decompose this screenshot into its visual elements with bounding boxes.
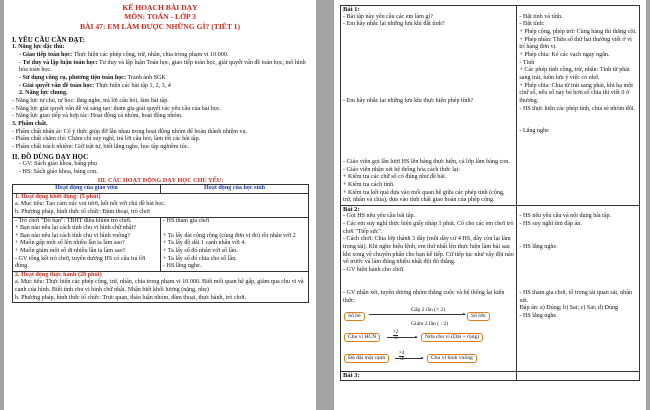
diagram-box-small-number: Số bé (344, 312, 365, 321)
subheading: 3. Phẩm chất. (12, 121, 48, 128)
doc-lesson-title: BÀI 47: EM LÀM ĐƯỢC NHỮNG GÌ? (TIẾT 1) (79, 21, 241, 31)
text: Tranh ảnh SGK (127, 75, 166, 82)
student-cell (517, 205, 640, 372)
col-header-teacher: Hoạt động của giáo viên (13, 185, 161, 194)
diagram-fraction (393, 330, 398, 341)
label: - Tư duy và lập luận toán học: (19, 59, 98, 66)
text-line: - Giáo viên gọi lần lượt HS lên bảng thực hiện, cả lớp làm bảng con. (343, 158, 510, 165)
paragraph: - Năng lực giải quyết vấn đề và sáng tạo: tham gia giải quyết các yêu cầu của bài học. (12, 105, 222, 112)
activity-method: b. Phương pháp, hình thức tổ chức: Trực quan, thảo luận nhóm, đàm thoại, thực hành, trò chơi. (15, 294, 247, 301)
text-line: - Em hãy nhắc lại những lưu khi thực hiện phép tính? (343, 97, 474, 104)
activity-intro-cell (13, 271, 309, 302)
paragraph: - GV: Sách giáo khoa, bảng phụ (19, 161, 97, 168)
paragraph (12, 52, 309, 60)
diagram-label-double: Gấp 2 lần (× 2) (411, 307, 446, 314)
paragraph: - HS: Sách giáo khoa, bảng con. (19, 168, 98, 175)
doc-subject: MÔN: TOÁN - LỚP 3 (124, 12, 196, 22)
text-line: - Đặt tính và tính. (519, 13, 563, 20)
text-line: + Ta lấy độ dài 1 cạnh nhân với 4. (163, 240, 246, 247)
text-line: + Phép cộng, phép trừ: Cùng hàng thì thẳng cột. (519, 28, 637, 35)
table-row (13, 217, 309, 271)
activities-table-continued (340, 5, 640, 381)
text-line: + Phép nhân: Thừa số thứ hai thường viết ở vị trí hàng đơn vị. (519, 36, 632, 51)
teacher-cell (13, 217, 161, 271)
doc-title: KẾ HOẠCH BÀI DẠY (122, 3, 198, 12)
diagram-box-side-length: Độ dài một cạnh (344, 354, 389, 363)
diagram-box-square-perimeter: Chu vi hình vuông (427, 354, 477, 363)
paragraph: - Năng lực tự chủ, tự học: lắng nghe, trả lời câu hỏi, làm bài tập. (12, 98, 169, 105)
activities-table (12, 184, 309, 303)
text-line: - GV nhận xét, tuyên dương nhóm thắng cuộc và hệ thống lại kiến thức: (343, 290, 505, 304)
diagram-box-half-perimeter: Nửa chu vi (Dài + rộng) (421, 333, 483, 342)
diagram-arrow (387, 337, 417, 338)
activity-goal: a. Mục tiêu: Thực hiện các phép cộng, trừ, nhân, chia trong phạm vi 10 000. Biết mối quan hệ gấp, giảm qua chu vi và cạnh của hình. Biết tính chu vi hình chữ nhật. Nhận biết khối lượng (nặng, nhẹ) (15, 279, 304, 293)
relationship-diagram (343, 307, 514, 371)
text-line: - HS thực hiện các phép tính, chia sẻ nhóm đôi. (519, 105, 636, 112)
text-line: + Các phép tính cộng, trừ, nhân: Tính từ phải sang trái, luôn lưu ý việc có nhớ. (519, 67, 630, 81)
exercise-label: Bài 2: (343, 205, 360, 213)
text-line: - GV biên hành cho chơi. (343, 267, 405, 274)
paragraph: - Phẩm chất trách nhiệm: Giữ trật tự, biết lắng nghe, học tập nghiêm túc. (12, 144, 190, 151)
text-line: + Ta lấy dài cộng rộng (cùng đơn vị đo) rồi nhân với 2 (163, 232, 296, 239)
text-line: - HS suy nghĩ tìm đáp án. (519, 221, 582, 228)
text-line: - Em hãy nhắc lại những lưu khi đặt tính? (343, 21, 445, 28)
text-line: - Gọi HS nêu yêu cầu bài tập. (343, 213, 416, 220)
diagram-box-large-number: Số lớn (467, 312, 490, 321)
label: - Giải quyết vấn đề toán học: (19, 82, 95, 89)
text-line: + Phép chia: Chia từ trái sang phải, khi hạ một chữ số, nếu số này bé hơn số chia thì viết 0 ở thương. (519, 82, 633, 104)
table-row (341, 205, 640, 372)
text: Thực hiện các bài tập 1, 2, 3, 4 (95, 82, 171, 89)
diagram-fraction (399, 351, 404, 362)
table-row (341, 6, 640, 206)
student-cell (517, 372, 640, 381)
text-line: + Phép chia: Kẻ các vạch ngay ngắn. (519, 51, 610, 58)
text-line: - Bài tập này yêu cầu các em làm gì? (343, 13, 433, 20)
text-line: - Đặt tính: (519, 21, 545, 28)
text-line: + Ta lấy số đó nhân với số lần. (163, 248, 238, 255)
text-line: - HS lắng nghe. (519, 244, 558, 251)
paragraph: - Phẩm chất nhân ái: Có ý thức giúp đỡ lẫn nhau trong hoạt động nhóm để hoàn thành nhiệm vụ. (12, 128, 248, 135)
text: Tư duy và lập luận Toán học, giao tiếp toán học, giải quyết vấn đề toán học, mô hình hóa toán học. (19, 59, 306, 74)
student-cell (161, 217, 309, 271)
teacher-cell (341, 205, 517, 372)
requirements-section (4, 33, 316, 303)
table-row (13, 193, 309, 217)
text-line: - HS nêu yêu cầu và nội dung bài tập. (519, 213, 612, 220)
diagram-label-halve: Giảm 2 lần ( : 2) (411, 321, 449, 328)
fraction-top: ×4 (399, 351, 405, 357)
exercise-label: Bài 1: (343, 6, 360, 13)
text-line: + Kiểm tra các chữ số có đúng như đề bài. (343, 174, 447, 181)
text-line: + Kiểm tra kết quả dựa vào mối quan hệ giữa các phép tính (cộng, trừ, nhân và chia), dựa vào tính chất giao hoán của phép cộng. (343, 189, 505, 204)
text-line: - Cách chơi: Chia lớp thành 3 dãy (mỗi dãy cử 4 HS, dãy còn lại làm trọng tài). Khi nghe hiệu lệnh, em thứ nhất lên thực hiện làm bài sau khi xong về chuyền phấn cho bạn kế tiếp. Cứ tiếp tục như vậy đội nào về trước và làm đúng nhiều nhất đội đó thắng. (343, 236, 514, 266)
text-line: + Ta lấy số đó chia cho số lần. (163, 255, 237, 262)
paragraph: - Năng lực giao tiếp và hợp tác: Hoạt động cả nhóm, hoạt động nhóm. (12, 113, 183, 120)
section-heading: I. YÊU CẦU CẦN ĐẠT: (12, 35, 85, 44)
activity-method: b. Phương pháp, hình thức tổ chức: Đàm thoại, trò chơi (15, 209, 150, 216)
text-line: - Giáo viên nhận xét hệ thống hóa cách thức lại: (343, 166, 461, 173)
paragraph: - Phẩm chất chăm chỉ: Chăm chỉ suy nghĩ, trả lời câu hỏi; làm tốt các bài tập. (12, 136, 201, 143)
activity-time: (28 phút) (77, 271, 102, 278)
diagram-arrow (395, 358, 423, 359)
fraction-top: ×2 (393, 330, 399, 336)
diagram-box-rect-perimeter: Chu vi HCN (344, 333, 380, 342)
text: Thực hiện các phép cộng, trừ, nhân, chia trong phạm vi 10 000. (73, 52, 229, 59)
text-line: + Muốn gấp một số lên nhiều lần ta làm sao? (15, 240, 125, 247)
paragraph (12, 83, 309, 91)
text-line: + Bạn nào nêu lại cách tính chu vi hình vuông? (15, 232, 131, 239)
subheading: 2. Năng lực chung. (19, 90, 68, 97)
table-row (13, 271, 309, 302)
activity-intro-cell (13, 193, 309, 217)
table-header-row (13, 185, 309, 194)
label: - Sử dụng công cụ, phương tiện toán học: (19, 75, 127, 82)
document-page-right (334, 0, 646, 410)
activity-goal: a. Mục tiêu: Tạo cảm xúc vui tươi, kết nối với chủ đề bài học. (15, 201, 166, 208)
exercise-label: Bài 3: (343, 372, 360, 380)
subheading: 1. Năng lực đặc thù: (12, 44, 65, 51)
text-line: - HS tham gia chơi, tổ trọng tài quan sát, nhận xét. (519, 289, 632, 304)
text-line: + Muốn giảm một số đi nhiều lần ta làm sao? (15, 247, 126, 254)
fraction-bottom: :4 (399, 357, 404, 363)
paragraph (12, 60, 309, 75)
text-line: - Lắng nghe (519, 128, 549, 135)
document-page-left (4, 0, 316, 410)
text-line: + Kiểm tra cách tính. (343, 181, 395, 188)
activities-heading: III. CÁC HOẠT ĐỘNG DẠY HỌC CHỦ YẾU: (97, 176, 224, 184)
text-line: - HS lắng nghe. (163, 263, 202, 270)
teacher-cell (341, 6, 517, 206)
table-row (341, 372, 640, 381)
label: - Giao tiếp toán học: (19, 52, 73, 59)
paragraph (12, 75, 309, 83)
activity-title-text: 2. Hoạt động thực hành (15, 271, 77, 278)
activity-title: 1. Hoạt động khởi động: (5 phút) (15, 193, 101, 200)
section-heading: II. ĐỒ DÙNG DẠY HỌC (12, 152, 89, 161)
text-line: Đáp án: a) Đúng; b) Sai; c) Sai; d) Đúng (519, 305, 619, 312)
teacher-cell (341, 372, 517, 381)
text-line: - Trò chơi "Đố bạn": TBHT điều khiển trò chơi. (15, 217, 132, 224)
fraction-bottom: :2 (393, 336, 398, 342)
text-line: - HS tham gia chơi (163, 217, 210, 224)
text-line: - GV tổng kết trò chơi, tuyên dương HS có câu trả lời đúng. (15, 255, 146, 270)
diagram-arrow (369, 314, 465, 315)
text-line: - Các em suy nghĩ thực hiện giấy nháp 1 phút. Cô cho các em chơi trò chơi "Tiếp sức". (343, 221, 514, 235)
text-line: - Tính (519, 59, 535, 66)
col-header-student: Hoạt động của học sinh (161, 185, 309, 194)
student-cell (517, 6, 640, 206)
text-line: + Bạn nào nêu lại cách tính chu vi hình chữ nhật? (15, 225, 136, 232)
text-line: - HS lắng nghe. (519, 312, 558, 319)
